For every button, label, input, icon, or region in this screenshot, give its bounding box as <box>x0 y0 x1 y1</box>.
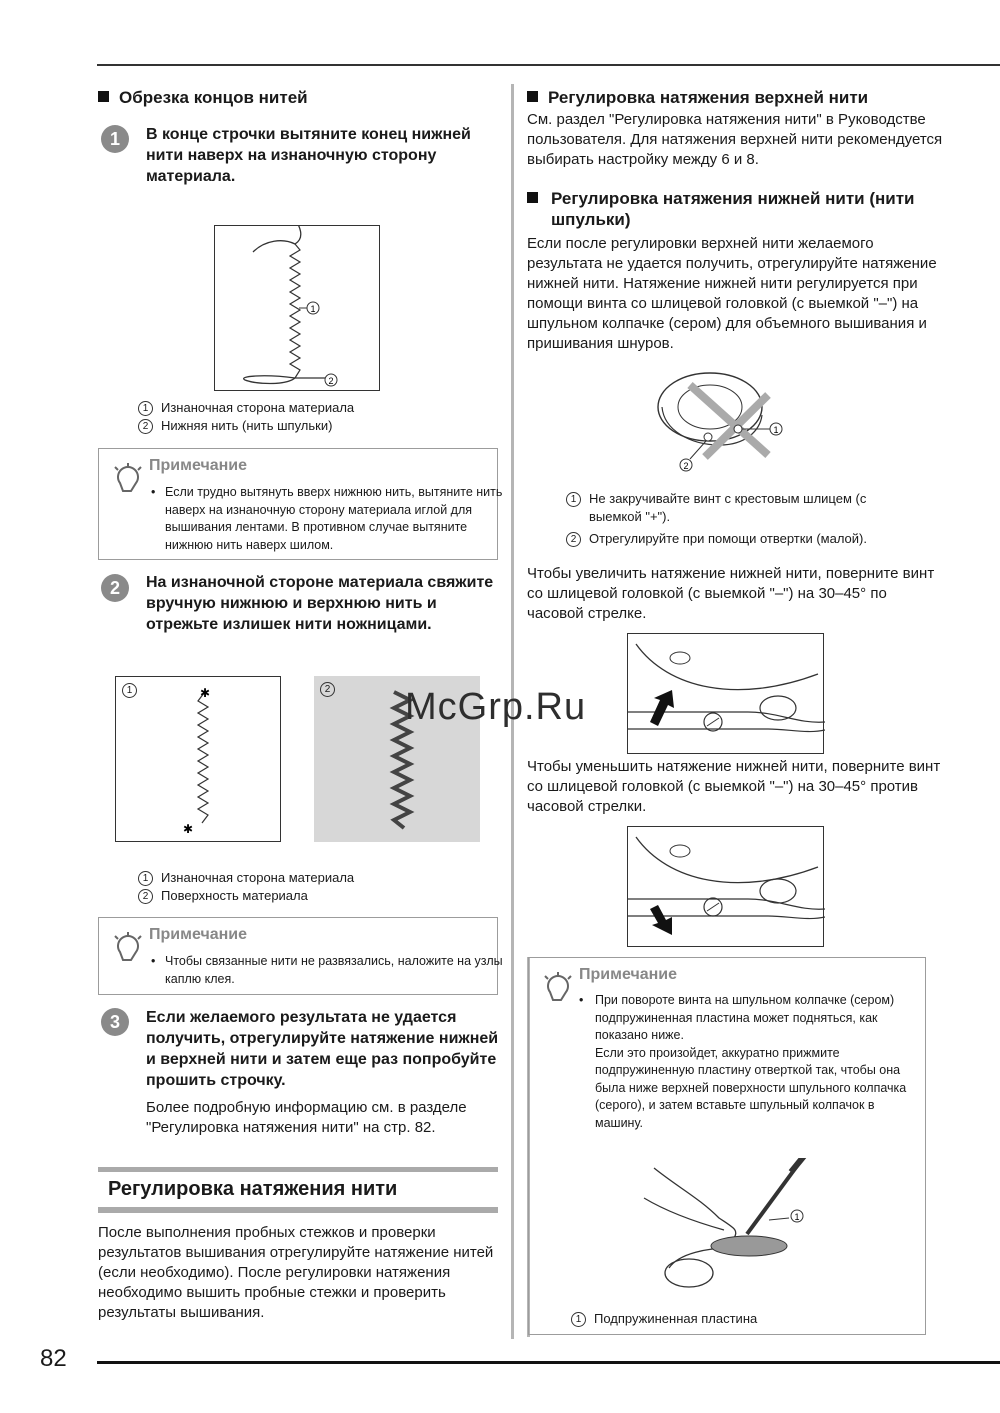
step-2-badge: 2 <box>101 574 129 602</box>
svg-text:✱: ✱ <box>199 686 211 700</box>
square-bullet-icon <box>98 91 109 102</box>
heading-bar-bottom <box>98 1207 498 1213</box>
bobbin-case-illustration <box>650 365 800 475</box>
step-3-badge: 3 <box>101 1008 129 1036</box>
svg-text:2: 2 <box>683 461 689 471</box>
step-2-text: На изнаночной стороне материала свяжите вручную нижнюю и верхнюю нить и отрежьте излишек нити ножницами. <box>146 574 494 633</box>
section-title-trim: Обрезка концов нитей <box>98 87 308 108</box>
bottom-rule <box>97 1361 1000 1364</box>
figure-1-legend <box>138 399 354 435</box>
increase-tension-text: Чтобы увеличить натяжение нижней нити, поверните винт со шлицевой головкой (с выемкой "–") на 30–45° по часовой стрелке. <box>527 565 935 622</box>
svg-text:2: 2 <box>328 376 334 386</box>
lower-tension-text: Если после регулировки верхней нити желаемого результата не удается получить, отрегулируйте натяжение нижней нити. Натяжение нижней нити регулируется при помощи винта со шлицевой головкой (с выемкой "–") на шпульном колпачке (сером) для объемного вышивания и пришивания шнуров. <box>527 235 937 352</box>
svg-text:1: 1 <box>794 1212 800 1222</box>
step-3-reference: Более подробную информацию см. в разделе "Регулировка натяжения нити" на стр. 82. <box>146 1099 467 1136</box>
svg-text:1: 1 <box>310 304 316 314</box>
lightbulb-note-icon <box>541 970 575 1010</box>
note-3-title: Примечание <box>579 966 678 983</box>
figure-right-side: 2 <box>314 676 480 842</box>
screw-clockwise-illustration <box>628 634 825 755</box>
watermark: McGrp.Ru <box>405 686 587 728</box>
svg-text:✱: ✱ <box>182 822 194 836</box>
note-box-1 <box>98 448 503 560</box>
figure-3-legend <box>566 490 906 548</box>
section-title-upper-tension: Регулировка натяжения верхней нити <box>527 87 868 108</box>
decrease-tension-text: Чтобы уменьшить натяжение нижней нити, поверните винт со шлицевой головкой (с выемкой "–") на 30–45° против часовой стрелки. <box>527 758 941 815</box>
note-3-item: • При повороте винта на шпульном колпачке (сером) подпружиненная пластина может подняться, как показано ниже. Если это произойдет, аккуратно прижмите подпружиненную пластину отверткой так, чтобы она была ниже верхней поверхности шпульного колпачка (серого), и затем вставьте шпульный колпачок в машину. <box>579 993 907 1130</box>
note-box-2 <box>98 917 503 995</box>
legend-item: 1 Не закручивайте винт с крестовым шлицем (с выемкой "+"). <box>566 490 906 526</box>
screw-counterclockwise-illustration <box>628 827 825 948</box>
heading-bar-top <box>98 1167 498 1172</box>
note-box-3 <box>528 957 926 1335</box>
note-2-item: • Чтобы связанные нити не развязались, наложите на узлы каплю клея. <box>151 954 503 986</box>
note-1-item: • Если трудно вытянуть вверх нижнюю нить, вытяните нить наверх на изнаночную сторону материала иглой для вышивания лентами. В противном случае вытяните нижнюю нить наверх шилом. <box>151 485 503 552</box>
note-1-title: Примечание <box>149 457 248 474</box>
square-bullet-icon <box>527 192 538 203</box>
legend-item: 2 Поверхность материала <box>138 887 354 905</box>
page-number: 82 <box>40 1345 67 1372</box>
lightbulb-note-icon <box>111 930 145 970</box>
figure-counterclockwise <box>627 826 824 947</box>
legend-item: 2 Отрегулируйте при помощи отвертки (малой). <box>566 530 906 548</box>
upper-tension-text: См. раздел "Регулировка натяжения нити" в Руководстве пользователя. Для натяжения верхней нити рекомендуется выбирать настройку между 6 и 8. <box>527 111 943 168</box>
top-rule <box>97 64 1000 66</box>
square-bullet-icon <box>527 91 538 102</box>
section-title-lower-tension: Регулировка натяжения нижней нити (нити шпульки) <box>527 188 951 230</box>
heading-thread-tension: Регулировка натяжения нити <box>108 1178 398 1200</box>
thread-illustration <box>215 226 381 392</box>
note-3-legend: 1 Подпружиненная пластина <box>571 1310 757 1328</box>
note-2-title: Примечание <box>149 926 248 943</box>
figure-bobbin-thread-pulled <box>214 225 380 391</box>
step-3-text: Если желаемого результата не удается получить, отрегулируйте натяжение нижней и верхней нити и затем еще раз попробуйте прошить строчку. <box>146 1009 499 1089</box>
figure-2-legend <box>138 869 354 905</box>
legend-item: 1 Изнаночная сторона материала <box>138 869 354 887</box>
figure-clockwise <box>627 633 824 754</box>
svg-text:1: 1 <box>773 425 779 435</box>
spring-plate-illustration <box>639 1158 839 1298</box>
legend-item: 2 Нижняя нить (нить шпульки) <box>138 417 354 435</box>
step-1-badge: 1 <box>101 125 129 153</box>
step-1-text: В конце строчки вытяните конец нижней нити наверх на изнаночную сторону материала. <box>146 126 471 185</box>
legend-item: 1 Изнаночная сторона материала <box>138 399 354 417</box>
lightbulb-note-icon <box>111 461 145 501</box>
figure-wrong-side: 1 ✱ ✱ <box>115 676 281 842</box>
heading-thread-tension-body: После выполнения пробных стежков и проверки результатов вышивания отрегулируйте натяжение нитей (если необходимо). После регулировки натяжения необходимо вышить пробные стежки и проверить результаты вышивания. <box>98 1224 494 1321</box>
stitch-wrong-side-illustration <box>116 677 282 843</box>
